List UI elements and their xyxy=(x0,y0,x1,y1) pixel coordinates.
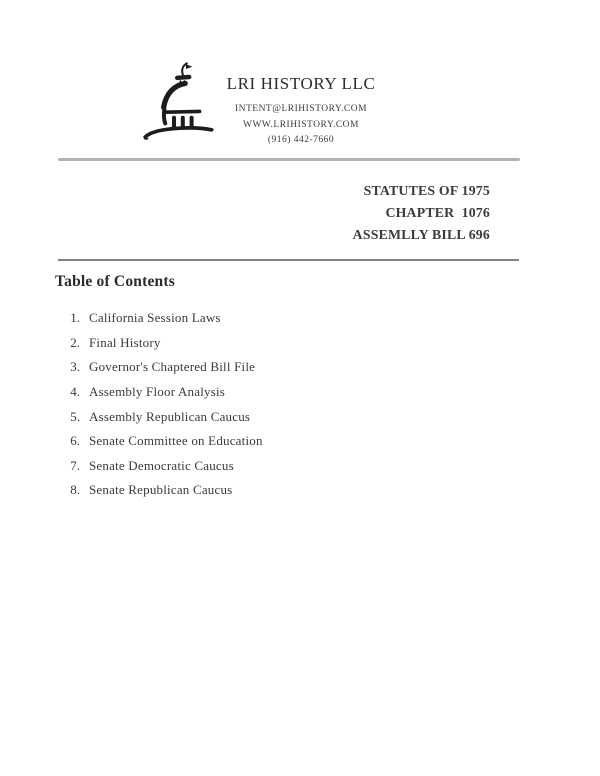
company-website: WWW.LRIHISTORY.COM xyxy=(243,119,359,130)
bill-line: ASSEMLLY BILL 696 xyxy=(352,227,490,242)
toc-item xyxy=(0,331,600,356)
horizontal-rule-bottom xyxy=(58,259,519,261)
capitol-dome-icon xyxy=(138,60,218,142)
toc-list xyxy=(0,306,600,503)
toc-item-number: 2. xyxy=(70,334,80,350)
toc-item-label: Assembly Floor Analysis xyxy=(89,384,226,400)
toc-heading: Table of Contents xyxy=(55,273,175,290)
toc-item-number: 7. xyxy=(70,457,80,473)
toc-item xyxy=(0,404,600,429)
toc-item xyxy=(0,478,600,503)
statutes-line: STATUTES OF 1975 xyxy=(363,183,490,198)
chapter-line: CHAPTER 1076 xyxy=(385,205,490,220)
toc-item xyxy=(0,355,600,380)
company-phone: (916) 442-7660 xyxy=(267,135,335,145)
toc-item-number: 1. xyxy=(70,310,80,326)
toc-item xyxy=(0,380,600,405)
toc-item-label: Senate Committee on Education xyxy=(89,433,263,449)
toc-item-label: Final History xyxy=(89,334,161,350)
bill-reference-block xyxy=(353,180,490,246)
toc-item-label: Governor's Chaptered Bill File xyxy=(89,359,256,375)
company-name: LRI HISTORY LLC xyxy=(226,74,376,93)
toc-item xyxy=(0,454,600,479)
toc-item-number: 8. xyxy=(70,482,80,498)
company-email: INTENT@LRIHISTORY.COM xyxy=(234,104,368,114)
toc-item-number: 4. xyxy=(70,384,80,400)
capitol-dome-logo xyxy=(138,60,218,142)
horizontal-rule-top xyxy=(58,158,520,161)
toc-item-label: California Session Laws xyxy=(89,310,221,326)
toc-item xyxy=(0,306,600,331)
toc-item-number: 5. xyxy=(70,408,80,424)
toc-item-number: 3. xyxy=(70,359,80,375)
toc-item xyxy=(0,429,600,454)
toc-item-label: Assembly Republican Caucus xyxy=(89,408,251,424)
toc-item-label: Senate Republican Caucus xyxy=(89,482,233,498)
letterhead xyxy=(215,74,387,149)
toc-item-number: 6. xyxy=(70,433,80,449)
toc-item-label: Senate Democratic Caucus xyxy=(89,457,234,473)
